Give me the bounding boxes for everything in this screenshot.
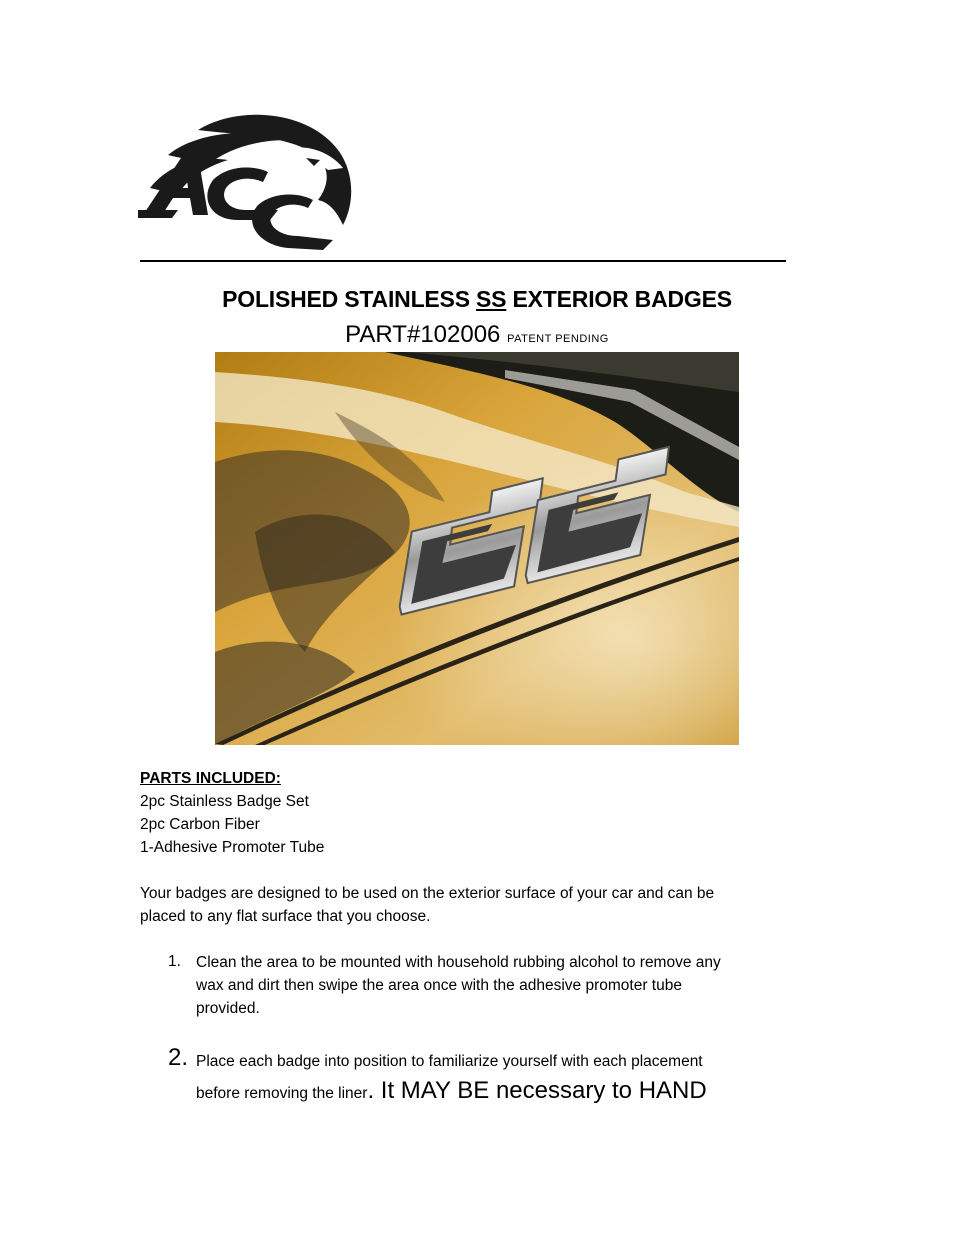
parts-item: 2pc Stainless Badge Set [140,793,309,810]
intro-line: placed to any flat surface that you choose. [140,908,431,925]
product-photo [215,352,739,745]
page-title: POLISHED STAINLESS SS EXTERIOR BADGES [222,286,732,312]
title-ss: SS [476,286,507,312]
step-2-text: Place each badge into position to familiarize yourself with each placement before removing the liner. It MAY BE necessary to HAND [196,1053,707,1104]
part-number-line [0,321,954,349]
intro-line: Your badges are designed to be used on the exterior surface of your car and can be [140,885,715,902]
parts-heading: PARTS INCLUDED: [140,770,281,787]
step-1-text: Clean the area to be mounted with household rubbing alcohol to remove any wax and dirt then swipe the area once with the adhesive promoter tube provided. [196,954,721,1017]
step-1-number: 1. [168,953,181,970]
part-number: PART#102006 [345,321,501,348]
parts-item: 2pc Carbon Fiber [140,816,260,833]
patent-pending: PATENT PENDING [507,333,609,345]
parts-section [140,767,324,859]
step-2-number: 2. [168,1044,189,1071]
intro-paragraph [140,882,714,928]
header-divider [140,260,786,262]
parts-item: 1-Adhesive Promoter Tube [140,839,325,856]
acc-eagle-logo [138,110,362,260]
